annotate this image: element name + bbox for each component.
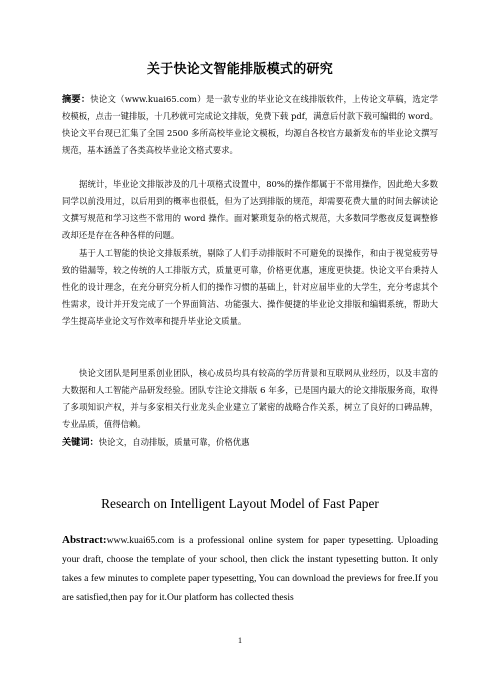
paper-title-english: Research on Intelligent Layout Model of Fast Paper [101,496,379,511]
paper-title-chinese: 关于快论文智能排版模式的研究 [146,62,334,77]
abstract-text-english: www.kuai65.com is a professional online system for paper typesetting. Uploading your draft, choose the template of your school, then click the instant typesetting button. It only takes a few minutes to complete paper typesetting, You can download the previews for free.If you are satisfied,then pay for it.Our platform has collected thesis [62,535,438,603]
abstract-label-chinese: 摘要： [62,94,91,105]
abstract-english [62,531,438,607]
body-paragraph-3: 快论文团队是阿里系创业团队，核心成员均具有较高的学历背景和互联网从业经历，以及丰富的大数据和人工智能产品研发经验。团队专注论文排版 6 年多，已是国内最大的论文排版服务商，取得了多项知识产权，并与多家相关行业龙头企业建立了紧密的战略合作关系，树立了良好的口碑品牌，专业品质，值得信赖。 [62,368,438,429]
keywords-chinese [62,434,438,451]
abstract-label-english: Abstract: [62,534,107,546]
body-paragraph-1: 据统计，毕业论文排版涉及的几十项格式设置中，80%的操作都属于不常用操作，因此绝大多数同学以前没用过，以后用到的概率也很低，但为了达到排版的规范，却需要花费大量的时间去解读论文撰写规范和学习这些不常用的 word 操作。面对繁琐复杂的格式规范，大多数同学憋夜反复调整修改却还是存在各种各样的问题。 [62,179,438,240]
page-number: 1 [238,636,242,645]
abstract-text-chinese: 快论文（www.kuai65.com）是一款专业的毕业论文在线排版软件，上传论文草稿，选定学校模板，点击一键排版，十几秒就可完成论文排版，免费下载 pdf，满意后付款下载可编辑的 word。快论文平台现已汇集了全国 2500 多所高校毕业论文模板，均源自各校官方最新发布的毕业论文撰写规范，基本涵盖了各类高校毕业论文格式要求。 [62,94,438,155]
body-paragraph-2: 基于人工智能的快论文排版系统，剔除了人们手动排版时不可避免的误操作，和由于视觉疲劳导致的错漏等，较之传统的人工排版方式，质量更可靠，价格更优惠，速度更快捷。快论文平台秉持人性化的设计理念，在充分研究分析人们的操作习惯的基础上，针对应届毕业的大学生，充分考虑其个性需求，设计并开发完成了一个界面简洁、功能强大、操作便捷的毕业论文排版和编辑系统，帮助大学生提高毕业论文写作效率和提升毕业论文质量。 [62,248,438,326]
abstract-chinese [62,91,438,159]
keywords-text-chinese: 快论文，自动排版，质量可靠，价格优惠 [98,437,250,447]
keywords-label-chinese: 关键词： [62,437,99,448]
